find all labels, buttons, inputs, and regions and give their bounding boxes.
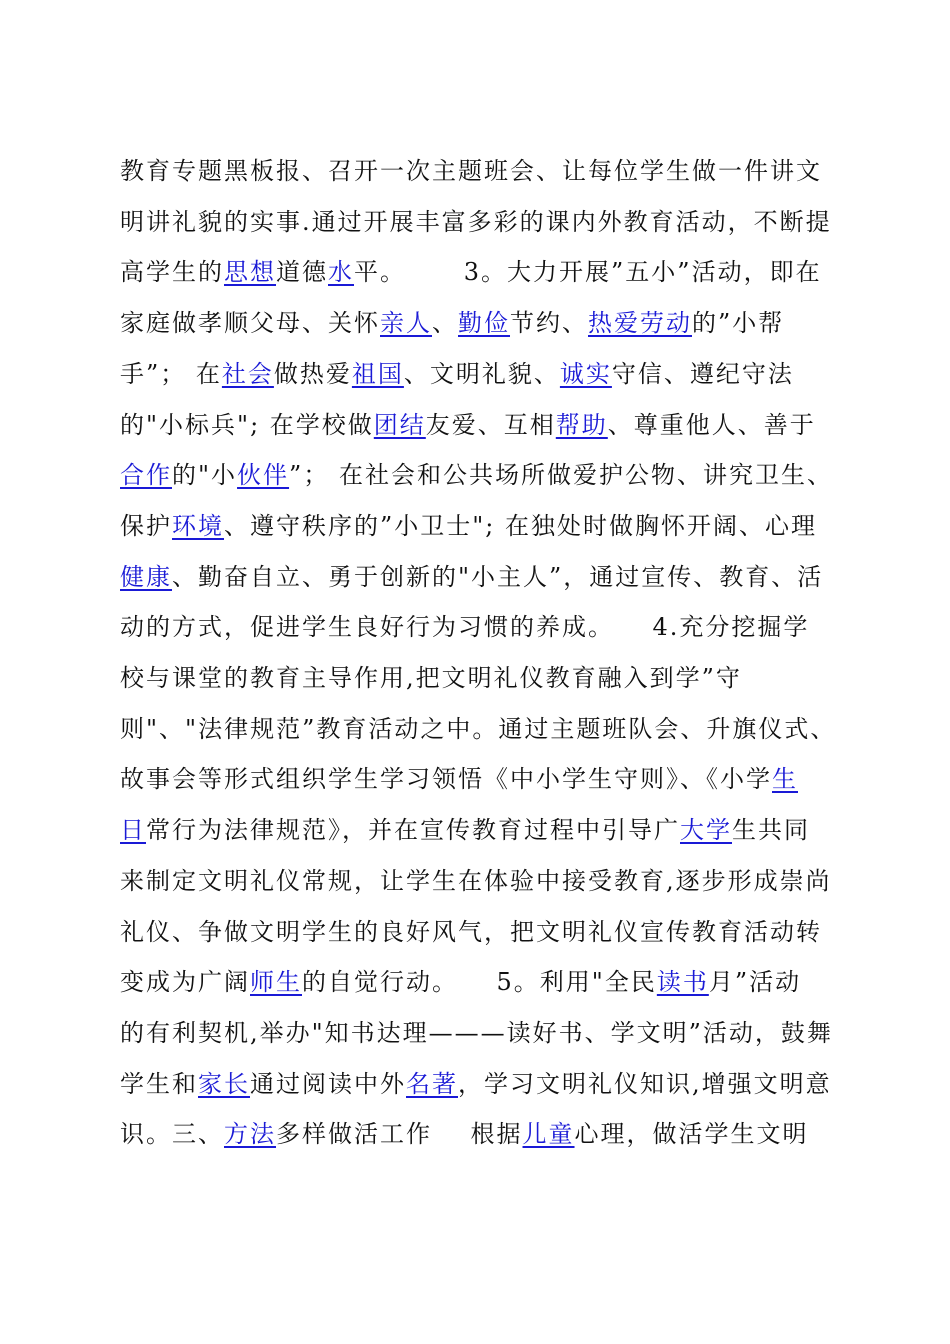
hyperlink[interactable]: 亲人	[380, 309, 432, 338]
text-run: 、勤奋自立、勇于创新的"小主人”，通过宣传、教育、活	[172, 562, 824, 591]
hyperlink[interactable]: 健康	[120, 562, 172, 591]
text-run: 平。 3。大力开展”五小”活动，即在	[354, 258, 822, 287]
hyperlink[interactable]: 社会	[221, 359, 274, 388]
text-run: 则"、"法律规范”教育活动之中。通过主题班队会、升旗仪式、	[120, 714, 837, 743]
text-run: 校与课堂的教育主导作用,把文明礼仪教育融入到学”守	[120, 664, 742, 692]
text-line	[120, 653, 845, 703]
text-line	[120, 1109, 845, 1159]
hyperlink[interactable]: 日	[120, 816, 146, 845]
text-line	[120, 1059, 845, 1109]
text-run: 故事会等形式组织学生学习领悟《中小学生守则》、《小学	[120, 765, 772, 794]
hyperlink[interactable]: 思想	[224, 258, 276, 287]
hyperlink[interactable]: 师生	[250, 968, 302, 997]
text-run: 心理，做活学生文明	[574, 1120, 809, 1149]
hyperlink[interactable]: 帮助	[555, 410, 608, 439]
text-line	[120, 197, 845, 247]
text-run: 学生和	[120, 1069, 198, 1098]
text-line	[120, 754, 845, 804]
text-run: 友爱、互相	[425, 410, 556, 439]
text-run: 的有利契机,举办"知书达理———读好书、学文明”活动，鼓舞	[120, 1018, 833, 1047]
hyperlink[interactable]: 祖国	[351, 359, 404, 388]
hyperlink[interactable]: 合作	[120, 461, 172, 490]
text-run: 、文明礼貌、	[403, 359, 560, 388]
text-run: 月”活动	[708, 968, 802, 997]
text-run: 守信、遵纪守法	[611, 359, 794, 388]
text-line	[120, 704, 845, 754]
text-run: 的"小标兵"; 在学校做	[120, 410, 374, 439]
text-run: 保护	[120, 511, 172, 540]
text-line	[120, 1008, 845, 1058]
hyperlink[interactable]: 团结	[373, 410, 426, 439]
hyperlink[interactable]: 诚实	[559, 359, 612, 388]
text-run: 变成为广阔	[120, 968, 250, 997]
text-run: 、	[432, 309, 458, 338]
text-run: 通过阅读中外	[250, 1069, 406, 1098]
text-run: 、遵守秩序的”小卫士"; 在独处时做胸怀开阔、心理	[224, 511, 818, 540]
text-run: 做热爱	[273, 359, 352, 388]
text-line	[120, 856, 845, 906]
text-line	[120, 298, 845, 348]
text-run: 手”； 在	[120, 359, 222, 388]
hyperlink[interactable]: 儿童	[522, 1120, 575, 1149]
hyperlink[interactable]: 环境	[172, 511, 224, 540]
text-line	[120, 450, 845, 500]
text-run: 明讲礼貌的实事.通过开展丰富多彩的课内外教育活动，不断提	[120, 207, 832, 236]
hyperlink[interactable]: 名著	[406, 1069, 458, 1098]
hyperlink[interactable]: 家长	[198, 1069, 250, 1098]
text-line	[120, 552, 845, 602]
text-run: ”； 在社会和公共场所做爱护公物、讲究卫生、	[289, 461, 833, 490]
text-run: 、尊重他人、善于	[607, 410, 816, 439]
text-line	[120, 349, 845, 399]
hyperlink[interactable]: 大学	[680, 816, 732, 845]
text-run: 生共同	[732, 816, 810, 845]
text-run: 的自觉行动。 5。利用"全民	[302, 968, 657, 997]
text-run: 动的方式，促进学生良好行为习惯的养成。 4.充分挖掘学	[120, 613, 810, 642]
hyperlink[interactable]: 读书	[656, 968, 709, 997]
text-line	[120, 602, 845, 652]
text-run: 家庭做孝顺父母、关怀	[120, 309, 380, 338]
hyperlink[interactable]: 伙伴	[237, 461, 290, 490]
text-run: 来制定文明礼仪常规，让学生在体验中接受教育,逐步形成崇尚	[120, 866, 832, 895]
text-run: 的"小	[172, 461, 238, 490]
hyperlink[interactable]: 热爱劳动	[588, 309, 692, 338]
text-run: 多样做活工作 根据	[276, 1120, 523, 1149]
hyperlink[interactable]: 生	[772, 765, 798, 794]
text-line	[120, 146, 845, 196]
text-run: 礼仪、争做文明学生的良好风气，把文明礼仪宣传教育活动转	[120, 917, 822, 946]
text-line	[120, 957, 845, 1007]
text-line	[120, 247, 845, 297]
text-run: 识。三、	[120, 1120, 224, 1149]
text-line	[120, 400, 845, 450]
text-run: 道德	[276, 258, 328, 287]
text-run: ，学习文明礼仪知识,增强文明意	[458, 1069, 832, 1098]
text-run: 教育专题黑板报、召开一次主题班会、让每位学生做一件讲文	[120, 157, 822, 185]
text-run: 常行为法律规范》，并在宣传教育过程中引导广	[146, 816, 680, 845]
text-run: 的”小帮	[692, 309, 785, 338]
text-line	[120, 501, 845, 551]
hyperlink[interactable]: 水	[328, 258, 354, 287]
text-line	[120, 907, 845, 957]
text-line	[120, 805, 845, 855]
hyperlink[interactable]: 勤俭	[458, 309, 510, 338]
hyperlink[interactable]: 方法	[224, 1120, 276, 1149]
text-run: 高学生的	[120, 258, 224, 287]
text-run: 节约、	[510, 309, 588, 338]
